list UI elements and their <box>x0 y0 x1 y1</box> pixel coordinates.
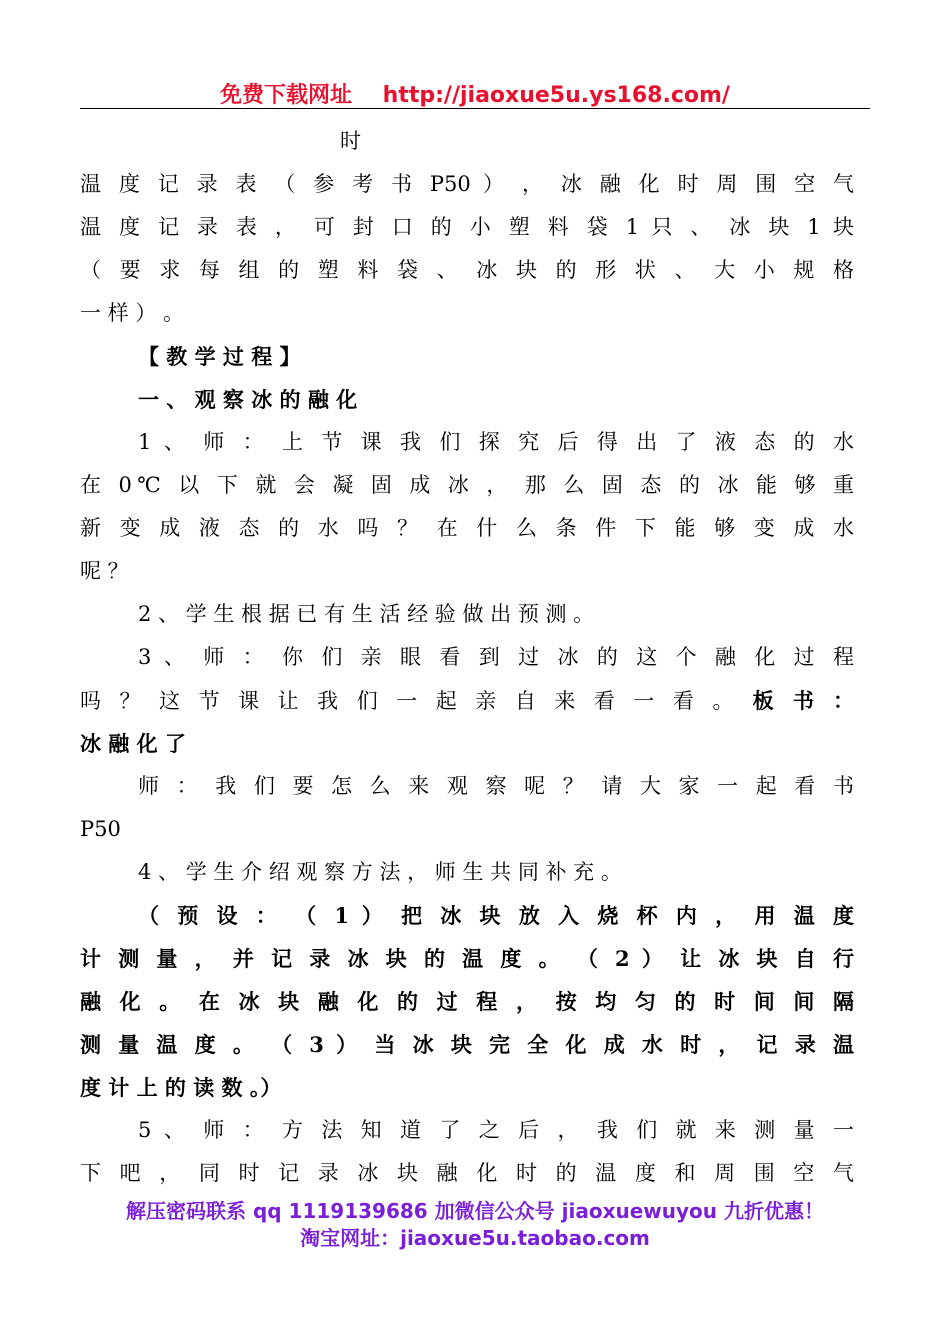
text-line <box>80 249 854 292</box>
text-line <box>80 1109 854 1152</box>
text-line-content: 吗 ？ 这 节 课 让 我 们 一 起 亲 自 来 看 一 看 。 <box>80 689 740 713</box>
text-line <box>80 335 854 378</box>
text-line <box>80 937 854 980</box>
header-label: 免费下载网址 <box>220 83 353 108</box>
text-line <box>80 980 854 1023</box>
text-line <box>80 550 854 593</box>
text-line-content: 测 量 温 度 。 （ 3 ） 当 冰 块 完 全 化 成 水 时 ， 记 录 温 <box>80 1032 854 1057</box>
header-url-link[interactable]: http://jiaoxue5u.ys168.com/ <box>382 83 730 108</box>
text-line <box>80 894 854 937</box>
text-line <box>80 120 854 163</box>
text-line <box>80 464 854 507</box>
text-line <box>80 421 854 464</box>
footer-contact-line: 解压密码联系 qq 1119139686 加微信公众号 jiaoxuewuyou 九折优惠！ <box>126 1199 824 1223</box>
text-line <box>80 593 854 636</box>
text-line <box>80 507 854 550</box>
text-line-content: 在 0℃ 以 下 就 会 凝 固 成 冰 ， 那 么 固 态 的 冰 能 够 重 <box>80 473 854 497</box>
board-note-label: 板 书 ： <box>739 688 854 713</box>
text-line <box>80 765 854 808</box>
document-body <box>80 120 854 1195</box>
text-line-content: 度 计 上 的 读 数 。） <box>80 1075 282 1100</box>
header-divider <box>80 108 870 109</box>
text-line <box>80 163 854 206</box>
text-line-content: 3 、 师 ： 你 们 亲 眼 看 到 过 冰 的 这 个 融 化 过 程 <box>138 645 854 669</box>
text-line <box>80 808 854 851</box>
text-line <box>80 378 854 421</box>
text-line-content: （ 要 求 每 组 的 塑 料 袋 、 冰 块 的 形 状 、 大 小 规 格 <box>80 258 854 282</box>
footer-shop-line[interactable]: 淘宝网址：jiaoxue5u.taobao.com <box>300 1226 650 1250</box>
text-line-content: 呢 ？ <box>80 559 129 583</box>
text-line-content: 温 度 记 录 表 ， 可 封 口 的 小 塑 料 袋 1 只 、 冰 块 1 块 <box>80 215 854 239</box>
text-line-content: 下 吧 ， 同 时 记 录 冰 块 融 化 时 的 温 度 和 周 围 空 气 <box>80 1161 854 1185</box>
text-line-content: 冰 融 化 了 <box>80 731 186 756</box>
text-line-content: （ 预 设 ： （ 1 ） 把 冰 块 放 入 烧 杯 内 ， 用 温 度 <box>138 903 854 928</box>
text-line-content: 5 、 师 ： 方 法 知 道 了 之 后 ， 我 们 就 来 测 量 一 <box>138 1118 854 1142</box>
text-line <box>80 206 854 249</box>
text-line-content: 2 、 学 生 根 据 已 有 生 活 经 验 做 出 预 测 。 <box>138 602 595 626</box>
text-line-content: 新 变 成 液 态 的 水 吗 ？ 在 什 么 条 件 下 能 够 变 成 水 <box>80 516 854 540</box>
text-line-content: 一 样 ） 。 <box>80 301 185 325</box>
text-line-content: 时 <box>340 129 361 153</box>
header-banner <box>0 78 950 109</box>
text-line-content: 温 度 记 录 表 （ 参 考 书 P50 ） ， 冰 融 化 时 周 围 空 气 <box>80 172 854 196</box>
footer-banner <box>0 1198 950 1252</box>
text-line-content: 1 、 师 ： 上 节 课 我 们 探 究 后 得 出 了 液 态 的 水 <box>138 430 854 454</box>
text-line <box>80 851 854 894</box>
text-line-content: 一 、 观 察 冰 的 融 化 <box>138 387 358 412</box>
text-line-content: 融 化 。 在 冰 块 融 化 的 过 程 ， 按 均 匀 的 时 间 间 隔 <box>80 989 854 1014</box>
text-line-content: 【 教 学 过 程 】 <box>138 344 301 369</box>
text-line-content: P50 <box>80 817 121 841</box>
text-line <box>80 1023 854 1066</box>
text-line-content: 4 、 学 生 介 绍 观 察 方 法 ， 师 生 共 同 补 充 。 <box>138 860 622 884</box>
text-line-content: 师 ： 我 们 要 怎 么 来 观 察 呢 ？ 请 大 家 一 起 看 书 <box>138 774 854 798</box>
text-line <box>80 636 854 679</box>
text-line-content: 计 测 量 ， 并 记 录 冰 块 的 温 度 。 （ 2 ） 让 冰 块 自 行 <box>80 946 854 971</box>
text-line <box>80 679 854 722</box>
text-line <box>80 1066 854 1109</box>
text-line <box>80 292 854 335</box>
text-line <box>80 1152 854 1195</box>
text-line <box>80 722 854 765</box>
